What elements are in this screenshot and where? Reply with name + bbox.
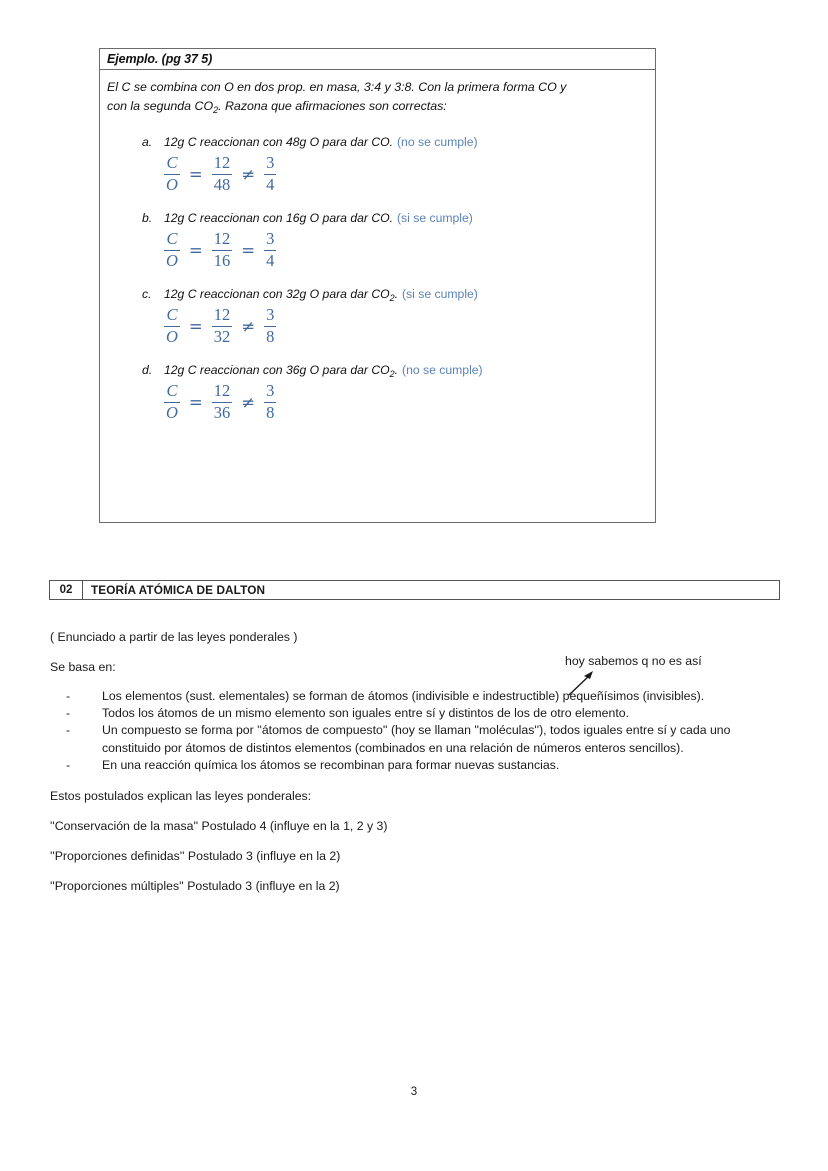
example-item-c-text-pre: 12g C reaccionan con 32g O para dar CO (164, 287, 390, 301)
dash-bullet-icon: - (66, 689, 71, 703)
fraction-denominator: O (166, 174, 178, 194)
fraction-numerator: C (166, 305, 178, 324)
fraction-denominator: O (166, 402, 178, 422)
page-number: 3 (410, 1086, 418, 1098)
fraction-mass-ratio (212, 231, 233, 269)
dash-bullet-icon: - (66, 706, 71, 721)
postulates-list (50, 688, 762, 774)
example-intro-line2-pre: con la segunda CO (107, 99, 214, 113)
fraction-expected-ratio (264, 155, 276, 193)
operator-comparison: ≠ (241, 316, 256, 336)
fraction-numerator: 3 (266, 381, 275, 400)
fraction-numerator: 3 (266, 153, 275, 172)
example-item-c-text (164, 287, 478, 301)
example-box-title: Ejemplo. (pg 37 5) (107, 52, 213, 66)
fraction-numerator: 12 (213, 305, 231, 324)
fraction-denominator: 16 (213, 250, 231, 270)
list-item (50, 757, 762, 774)
example-item-c-letter: c. (142, 287, 152, 301)
section-header-bar (49, 580, 780, 600)
fraction-expected-ratio (264, 383, 276, 421)
fraction-c-over-o (164, 307, 180, 345)
fraction-denominator: O (166, 326, 178, 346)
list-item (50, 705, 762, 722)
fraction-numerator: C (166, 381, 178, 400)
fraction-mass-ratio (212, 155, 233, 193)
list-item (50, 722, 762, 756)
example-item-c-text-post: . (394, 287, 399, 301)
example-intro-line2-post: . Razona que afirmaciones son correctas: (218, 99, 447, 113)
operator-comparison: ≠ (241, 164, 256, 184)
example-item-c-equation (100, 307, 655, 345)
example-box (99, 48, 656, 523)
explain-label: Estos postulados explican las leyes ponderales: (50, 789, 312, 804)
fraction-expected-ratio (264, 231, 276, 269)
law-conservation-mass: ''Conservación de la masa'' Postulado 4 (influye en la 1, 2 y 3) (50, 819, 388, 834)
list-item (100, 135, 655, 193)
fraction-mass-ratio (212, 307, 233, 345)
fraction-numerator: C (166, 153, 178, 172)
fraction-denominator: 36 (213, 402, 231, 422)
fraction-c-over-o (164, 231, 180, 269)
example-item-b-text-post: . (389, 211, 393, 225)
example-item-a-text (164, 135, 478, 149)
example-item-b-note: (si se cumple) (397, 211, 473, 225)
fraction-numerator: C (166, 229, 178, 248)
example-intro-line1: El C se combina con O en dos prop. en masa, 3:4 y 3:8. Con la primera forma CO y (107, 80, 567, 94)
operator-comparison: = (241, 240, 256, 260)
example-item-b-letter: b. (142, 211, 153, 225)
fraction-denominator: O (166, 250, 178, 270)
example-item-a-equation (100, 155, 655, 193)
operator-equals: = (188, 164, 203, 184)
fraction-numerator: 3 (266, 305, 275, 324)
example-intro-subscript: 2 (213, 104, 219, 115)
list-item (100, 211, 655, 269)
fraction-denominator: 8 (266, 326, 275, 346)
example-item-b-text (164, 211, 473, 225)
example-intro (100, 70, 655, 117)
example-item-b-text-pre: 12g C reaccionan con 16g O para dar CO (164, 211, 390, 225)
example-item-c-note: (si se cumple) (402, 287, 478, 301)
fraction-denominator: 32 (213, 326, 231, 346)
example-item-d-text (164, 363, 483, 377)
fraction-c-over-o (164, 155, 180, 193)
annotation-arrow-icon (566, 666, 600, 698)
law-definite-proportions: ''Proporciones definidas'' Postulado 3 (influye en la 2) (50, 849, 341, 864)
example-item-d-letter: d. (142, 363, 153, 377)
example-item-d-text-pre: 12g C reaccionan con 36g O para dar CO (164, 363, 390, 377)
example-item-a-letter: a. (142, 135, 153, 149)
example-item-a-text-post: . (389, 135, 393, 149)
example-item-c-subscript: 2 (389, 292, 395, 303)
operator-comparison: ≠ (241, 392, 256, 412)
operator-equals: = (188, 316, 203, 336)
list-item (100, 363, 655, 421)
example-item-d-equation (100, 383, 655, 421)
example-item-b-equation (100, 231, 655, 269)
example-item-d-subscript: 2 (389, 368, 395, 379)
fraction-denominator: 48 (213, 174, 231, 194)
example-item-c-line (100, 287, 655, 301)
list-item (100, 287, 655, 345)
fraction-numerator: 12 (213, 381, 231, 400)
operator-equals: = (188, 240, 203, 260)
example-item-d-note: (no se cumple) (402, 363, 483, 377)
dash-bullet-icon: - (66, 757, 71, 772)
postulate-text: Los elementos (sust. elementales) se forman de átomos (indivisible e indestructible) pequeñísimos (invisibles). (102, 689, 705, 703)
example-box-header (100, 49, 655, 70)
example-item-d-text-post: . (394, 363, 399, 377)
section-body (50, 629, 762, 908)
statement-paragraph: ( Enunciado a partir de las leyes ponderales ) (50, 630, 298, 644)
example-item-b-line (100, 211, 655, 225)
section-number: 02 (50, 581, 83, 599)
law-multiple-proportions: ''Proporciones múltiples'' Postulado 3 (influye en la 2) (50, 879, 340, 894)
example-items-list (100, 135, 655, 421)
example-item-d-line (100, 363, 655, 377)
fraction-mass-ratio (212, 383, 233, 421)
postulate-text: Todos los átomos de un mismo elemento son iguales entre sí y distintos de los de otro elemento. (102, 706, 630, 721)
margin-annotation: hoy sabemos q no es así (565, 654, 702, 668)
fraction-c-over-o (164, 383, 180, 421)
section-title: TEORÍA ATÓMICA DE DALTON (91, 583, 266, 597)
fraction-numerator: 12 (213, 229, 231, 248)
fraction-numerator: 3 (266, 229, 275, 248)
operator-equals: = (188, 392, 203, 412)
list-item (50, 688, 762, 705)
example-item-a-line (100, 135, 655, 149)
postulate-text: Un compuesto se forma por ''átomos de compuesto'' (hoy se llaman ''moléculas''), todos iguales entre sí y cada uno constituido por átomos de distintos elementos (combinados en una relación de números enteros sencillos). (102, 723, 731, 755)
fraction-denominator: 8 (266, 402, 275, 422)
dash-bullet-icon: - (66, 723, 71, 738)
fraction-expected-ratio (264, 307, 276, 345)
basis-label: Se basa en: (50, 660, 116, 674)
fraction-numerator: 12 (213, 153, 231, 172)
example-item-a-text-pre: 12g C reaccionan con 48g O para dar CO (164, 135, 390, 149)
fraction-denominator: 4 (266, 174, 275, 194)
example-item-a-note: (no se cumple) (397, 135, 478, 149)
postulate-text: En una reacción química los átomos se recombinan para formar nuevas sustancias. (102, 757, 560, 772)
fraction-denominator: 4 (266, 250, 275, 270)
